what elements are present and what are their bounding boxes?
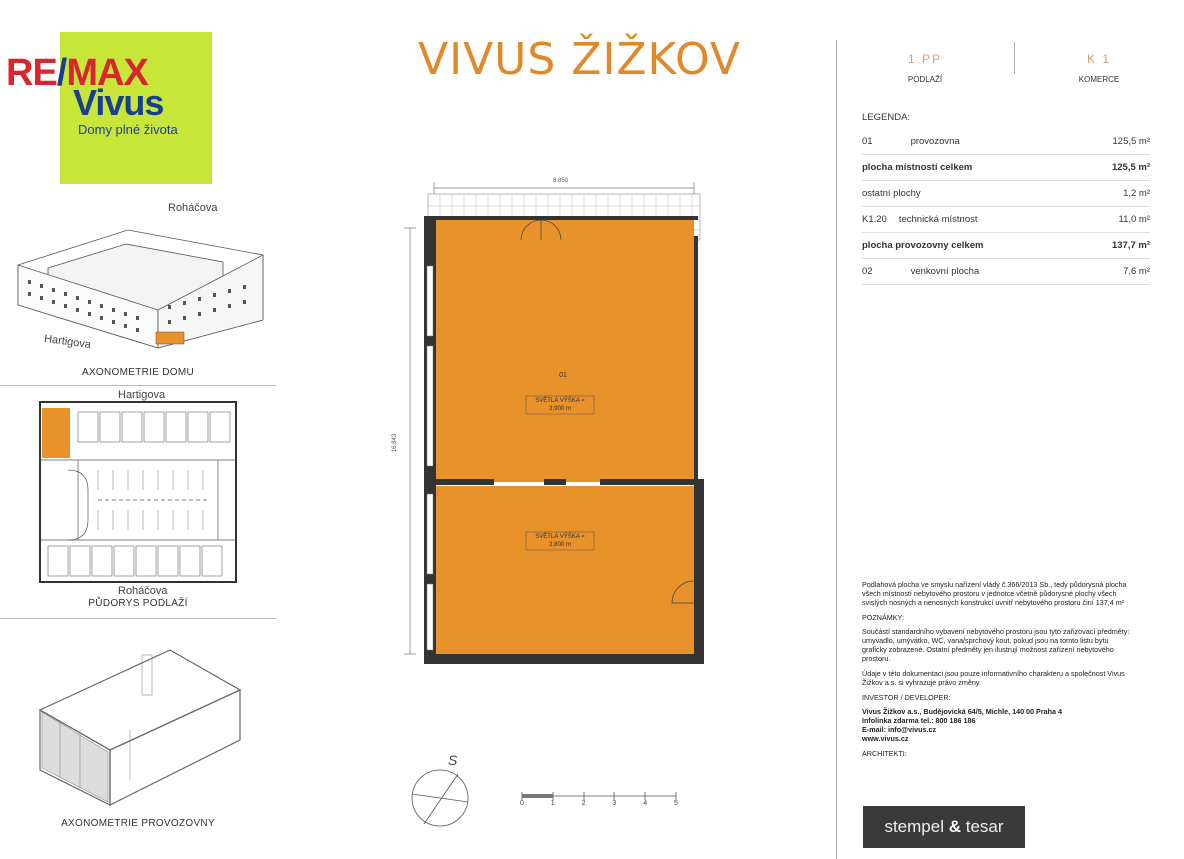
- floor-label: PODLAŽÍ: [907, 75, 943, 84]
- north-label: S: [448, 752, 458, 768]
- legend-area: 125,5 m²: [1111, 162, 1150, 173]
- dimension-top: 8.850: [553, 178, 569, 184]
- legend-code: K1.20: [862, 214, 887, 225]
- legend-name: provozovna: [910, 136, 960, 147]
- architect-name-a: stempel: [884, 817, 944, 836]
- height-value-2: 3,800 m: [549, 542, 571, 548]
- legend-area: 125,5 m²: [1112, 136, 1150, 147]
- unit-axonometry: [30, 640, 250, 810]
- scale-tick-label: 5: [674, 800, 678, 807]
- legend-code: 02: [862, 266, 873, 277]
- architect-logo: [863, 806, 1025, 848]
- legend-table: [862, 112, 1150, 285]
- street-label-bottom: Hartigova: [43, 332, 92, 352]
- floor-value: 1.PP: [907, 52, 942, 66]
- architect-amp: &: [948, 817, 961, 836]
- column-divider: [836, 40, 837, 859]
- legend-name: plocha místností celkem: [862, 162, 973, 173]
- investor-address: Vivus Žižkov a.s., Budějovická 64/5, Michle, 140 00 Praha 4: [862, 707, 1063, 716]
- legend-row: [862, 233, 1150, 259]
- caption-axonometry-unit: AXONOMETRIE PROVOZOVNY: [61, 818, 215, 829]
- height-label-2: SVĚTLÁ VÝŠKA =: [535, 534, 585, 540]
- caption-axonometry-building: AXONOMETRIE DOMU: [81, 367, 195, 378]
- scale-tick-label: 3: [612, 800, 617, 807]
- page-title: VIVUS ŽIŽKOV: [418, 34, 741, 85]
- vivus-logo: Vivus: [73, 82, 164, 123]
- dimension-side: 16.843: [392, 433, 399, 453]
- legend-name: ostatní plochy: [862, 188, 921, 199]
- legend-row: [862, 129, 1150, 155]
- investor-website[interactable]: www.vivus.cz: [862, 734, 909, 743]
- scale-tick-label: 1: [550, 800, 555, 807]
- legend-name: technická místnost: [898, 214, 978, 225]
- unit-floor-plan: [398, 176, 718, 666]
- plan-street-bottom: Roháčova: [118, 585, 168, 597]
- header-divider: [1014, 42, 1015, 74]
- legend-area: 137,7 m²: [1111, 240, 1150, 251]
- investor-phone: Infolinka zdarma tel.: 800 186 186: [862, 716, 976, 725]
- investor-email[interactable]: E-mail: info@vivus.cz: [862, 725, 937, 734]
- legend-code: 01: [862, 136, 873, 147]
- height-value-1: 3,900 m: [549, 406, 571, 412]
- scale-tick-label: 4: [643, 800, 648, 807]
- equipment-note: Součástí standardního vybavení nebytového prostoru jsou tyto zařizovací předměty: umyvadlo, umývátko, WC, vana/sprchový kout, pokud jsou na tomto listu bytu graficky zobrazené. Ostatní předměty jen ilustrují možnost zařízení nebytového prostoru.: [862, 627, 1130, 663]
- legend-area: 1,2 m²: [1123, 188, 1150, 199]
- room-number: 01: [559, 372, 567, 379]
- notes-section: [862, 580, 1134, 763]
- investor-heading: INVESTOR / DEVELOPER:: [862, 693, 951, 702]
- legend-row: [862, 207, 1150, 233]
- basement-floor-plan: [38, 400, 238, 585]
- legend-row: [862, 181, 1150, 207]
- logo-tagline: Domy plné života: [78, 122, 178, 137]
- divider: [0, 618, 276, 619]
- legend-area: 11,0 m²: [1118, 214, 1150, 225]
- unit-value: K 1: [1086, 52, 1111, 66]
- legend-row: [862, 259, 1150, 285]
- notes-heading: POZNÁMKY:: [862, 613, 904, 622]
- scale-labels: [518, 800, 688, 812]
- north-arrow-icon: [402, 766, 482, 830]
- architect-heading: ARCHITEKTI:: [862, 749, 907, 758]
- legend-heading: LEGENDA:: [862, 112, 911, 123]
- legend-name: venkovní plocha: [910, 266, 980, 277]
- disclaimer-note: Údaje v této dokumentaci jsou pouze informativního charakteru a společnost Vivus Žižkov a.s. si vyhrazuje právo změny.: [862, 669, 1125, 687]
- plan-street-top: Hartigova: [118, 389, 166, 401]
- legend-area: 7,6 m²: [1123, 266, 1150, 277]
- scale-tick-label: 2: [581, 800, 586, 807]
- divider: [0, 385, 276, 386]
- unit-label: KOMERCE: [1078, 75, 1120, 84]
- remax-logo: RE/MAX: [6, 52, 148, 94]
- height-label-1: SVĚTLÁ VÝŠKA =: [535, 398, 585, 404]
- legend-name: plocha provozovny celkem: [862, 240, 984, 251]
- street-label-top: Roháčova: [168, 202, 218, 214]
- floor-area-note: Podlahová plocha ve smyslu nařízení vlády č.366/2013 Sb., tedy půdorysná plocha všech místností nebytového prostoru v jednotce včetně půdorysné plochy všech svislých nosných a nenosných konstrukcí uvnitř nebytového prostoru činí 137,4 m²: [862, 580, 1127, 607]
- legend-row: [862, 155, 1150, 181]
- caption-floor-plan: PŮDORYS PODLAŽÍ: [88, 598, 188, 609]
- scale-tick-label: 0: [520, 800, 524, 807]
- architect-name-b: tesar: [965, 817, 1004, 836]
